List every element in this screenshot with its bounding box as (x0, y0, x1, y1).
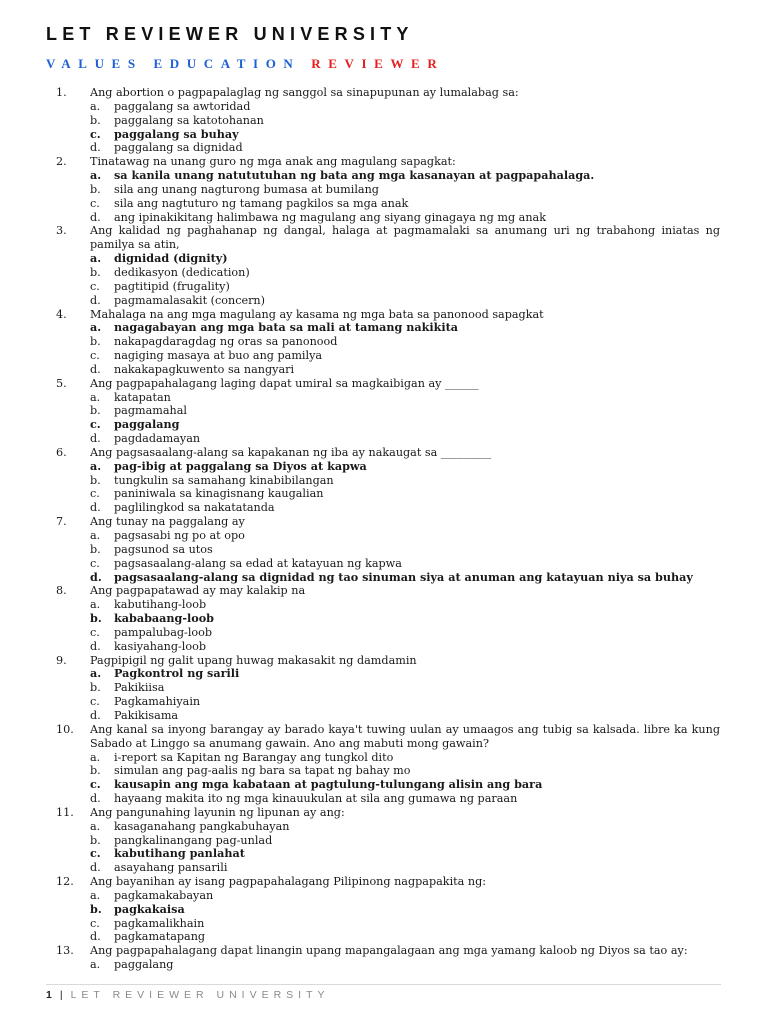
question-line (56, 86, 720, 100)
answer-choice (56, 197, 720, 211)
question-text: Ang abortion o pagpapalaglag ng sanggol sa sinapupunan ay lumalabag sa: (90, 86, 519, 99)
answer-choice (56, 280, 720, 294)
answer-choice-correct (56, 460, 720, 474)
question-text: Ang pagpapahalagang laging dapat umiral sa magkaibigan ay ______ (90, 376, 479, 390)
question-line (56, 944, 720, 958)
question-text: Mahalaga na ang mga magulang ay kasama ng mga bata sa panonood sapagkat (90, 307, 544, 321)
answer-choice (56, 474, 720, 488)
answer-choice (56, 349, 720, 363)
choice-letter: c. (90, 695, 100, 709)
question-text: Ang kanal sa inyong barangay ay barado kaya't tuwing uulan ay umaagos ang tubig sa kalsada. libre ka kung Sabado at Linggo sa anumang gawain. Ano ang mabuti mong gawain? (90, 722, 720, 750)
choice-letter: a. (90, 958, 101, 972)
question-item (56, 446, 720, 515)
choice-text: pagmamalasakit (concern) (114, 293, 265, 307)
choice-list (56, 958, 720, 972)
choice-text: sa kanila unang natututuhan ng bata ang mga kasanayan at pagpapahalaga. (114, 168, 595, 183)
choice-letter: c. (90, 196, 100, 210)
question-item (56, 584, 720, 653)
answer-choice (56, 861, 720, 875)
choice-letter: d. (90, 930, 101, 944)
choice-list (56, 169, 720, 224)
answer-choice (56, 432, 720, 446)
question-number: 3. (56, 224, 67, 238)
choice-letter: a. (90, 750, 101, 764)
answer-choice-correct (56, 571, 720, 585)
choice-letter: d. (90, 861, 101, 875)
answer-choice (56, 917, 720, 931)
question-line (56, 723, 720, 751)
answer-choice (56, 294, 720, 308)
choice-letter: c. (90, 279, 100, 293)
choice-text: pagkamalikhain (114, 916, 205, 930)
choice-text: nakakapagkuwento sa nangyari (114, 362, 295, 376)
question-item (56, 944, 720, 972)
answer-choice (56, 141, 720, 155)
choice-letter: a. (90, 598, 101, 612)
choice-letter: d. (90, 569, 102, 584)
choice-text: Pakikisama (114, 708, 179, 722)
answer-choice (56, 834, 720, 848)
choice-letter: d. (90, 293, 101, 307)
choice-text: paglilingkod sa nakatatanda (114, 501, 275, 515)
choice-text: paggalang sa dignidad (114, 141, 243, 155)
choice-letter: c. (90, 417, 101, 432)
answer-choice-correct (56, 903, 720, 917)
question-line (56, 155, 720, 169)
answer-choice (56, 792, 720, 806)
answer-choice (56, 751, 720, 765)
question-text: Ang pangunahing layunin ng lipunan ay ang: (90, 805, 345, 819)
answer-choice (56, 709, 720, 723)
question-number: 4. (56, 307, 67, 321)
choice-letter: d. (90, 792, 101, 806)
answer-choice (56, 640, 720, 654)
choice-letter: c. (90, 846, 101, 861)
question-list (56, 86, 720, 972)
choice-text: paniniwala sa kinagisnang kaugalian (114, 487, 324, 501)
answer-choice-correct (56, 252, 720, 266)
choice-letter: a. (90, 458, 102, 473)
choice-text: kasiyahang-loob (114, 639, 206, 653)
choice-letter: d. (90, 639, 101, 653)
footer-divider (46, 984, 721, 985)
choice-text: sila ang nagtuturo ng tamang pagkilos sa mga anak (114, 196, 409, 210)
choice-text: pagkamatapang (114, 930, 206, 944)
question-item (56, 224, 720, 307)
choice-letter: b. (90, 901, 102, 916)
choice-text: nakapagdaragdag ng oras sa panonood (114, 335, 338, 349)
choice-text: pagtitipid (frugality) (114, 279, 230, 293)
choice-letter: a. (90, 251, 102, 266)
answer-choice (56, 889, 720, 903)
question-item (56, 86, 720, 155)
choice-letter: a. (90, 168, 102, 183)
choice-letter: b. (90, 833, 101, 847)
answer-choice (56, 681, 720, 695)
choice-letter: b. (90, 611, 102, 626)
choice-letter: d. (90, 210, 101, 224)
footer-text: LET REVIEWER UNIVERSITY (70, 989, 330, 1001)
question-line (56, 308, 720, 322)
question-number: 10. (56, 722, 74, 736)
answer-choice (56, 543, 720, 557)
answer-choice (56, 695, 720, 709)
answer-choice (56, 266, 720, 280)
question-item (56, 308, 720, 377)
choice-letter: d. (90, 708, 101, 722)
choice-text: pagsunod sa utos (114, 542, 213, 556)
question-number: 8. (56, 584, 67, 598)
choice-letter: b. (90, 335, 101, 349)
document-title: LET REVIEWER UNIVERSITY (46, 24, 414, 44)
choice-letter: c. (90, 487, 100, 501)
choice-text: ang ipinakikitang halimbawa ng magulang ang siyang ginagaya ng mg anak (114, 210, 546, 224)
question-text: Pagpipigil ng galit upang huwag makasakit ng damdamin (90, 653, 417, 667)
question-text: Tinatawag na unang guro ng mga anak ang magulang sapagkat: (90, 155, 456, 169)
question-number: 7. (56, 515, 67, 529)
choice-text: kausapin ang mga kabataan at pagtulung-tulungang alisin ang bara (114, 777, 543, 792)
answer-choice-correct (56, 778, 720, 792)
choice-text: nagagabayan ang mga bata sa mali at tamang nakikita (114, 320, 459, 335)
choice-text: paggalang sa katotohanan (114, 113, 264, 127)
choice-text: pangkalinangang pag-unlad (114, 833, 273, 847)
choice-letter: a. (90, 320, 102, 335)
question-number: 13. (56, 944, 74, 958)
answer-choice (56, 404, 720, 418)
choice-letter: b. (90, 182, 101, 196)
choice-text: kababaang-loob (114, 611, 214, 626)
choice-letter: a. (90, 529, 101, 542)
choice-text: nagiging masaya at buo ang pamilya (114, 349, 323, 363)
choice-letter: b. (90, 404, 101, 418)
choice-text: Pagkamahiyain (114, 695, 201, 709)
answer-choice (56, 557, 720, 571)
question-item (56, 377, 720, 446)
choice-text: Pakikiisa (114, 681, 165, 695)
question-number: 5. (56, 376, 67, 390)
choice-letter: a. (90, 819, 101, 833)
answer-choice-correct (56, 321, 720, 335)
choice-list (56, 598, 720, 653)
question-text: Ang bayanihan ay isang pagpapahalagang Pilipinong nagpapakita ng: (90, 875, 487, 889)
choice-letter: d. (90, 362, 101, 376)
choice-text: pagkamakabayan (114, 888, 214, 902)
choice-letter: d. (90, 501, 101, 515)
answer-choice (56, 501, 720, 515)
question-line (56, 377, 720, 391)
choice-text: pampalubag-loob (114, 625, 213, 639)
question-line (56, 875, 720, 889)
question-line (56, 654, 720, 668)
answer-choice (56, 820, 720, 834)
subtitle-reviewer: REVIEWER (311, 56, 445, 71)
answer-choice-correct (56, 667, 720, 681)
answer-choice (56, 114, 720, 128)
answer-choice-correct (56, 612, 720, 626)
answer-choice (56, 335, 720, 349)
question-item (56, 654, 720, 723)
answer-choice-correct (56, 128, 720, 142)
question-line (56, 584, 720, 598)
question-text: Ang pagpapatawad ay may kalakip na (90, 584, 306, 598)
question-text: Ang pagpapahalagang dapat linangin upang mapangalagaan ang mga yamang kaloob ng Diyos sa tao ay: (90, 944, 688, 958)
choice-letter: b. (90, 764, 101, 778)
choice-text: pagkakaisa (114, 901, 185, 916)
choice-text: pag-ibig at paggalang sa Diyos at kapwa (114, 458, 367, 473)
choice-text: pagsasaalang-alang sa edad at katayuan ng kapwa (114, 556, 402, 570)
choice-letter: a. (90, 390, 101, 404)
choice-list (56, 391, 720, 446)
choice-letter: c. (90, 916, 100, 930)
question-number: 2. (56, 155, 67, 169)
choice-text: paggalang sa buhay (114, 126, 239, 141)
question-line (56, 446, 720, 460)
answer-choice (56, 487, 720, 501)
choice-list (56, 321, 720, 376)
choice-letter: c. (90, 625, 100, 639)
choice-text: simulan ang pag-aalis ng bara sa tapat ng bahay mo (114, 764, 411, 778)
answer-choice (56, 391, 720, 405)
answer-choice (56, 363, 720, 377)
choice-letter: b. (90, 473, 101, 487)
answer-choice-correct (56, 418, 720, 432)
choice-text: katapatan (114, 390, 171, 404)
answer-choice (56, 183, 720, 197)
choice-text: pagsasaalang-alang sa dignidad ng tao sinuman siya at anuman ang katayuan niya sa buhay (114, 569, 693, 584)
question-line (56, 515, 720, 529)
question-number: 11. (56, 805, 74, 819)
choice-text: paggalang sa awtoridad (114, 99, 251, 113)
choice-letter: c. (90, 126, 101, 141)
choice-list (56, 100, 720, 155)
choice-letter: a. (90, 99, 101, 113)
question-item (56, 806, 720, 875)
question-text: Ang kalidad ng paghahanap ng dangal, halaga at pagmamalaki sa anumang uri ng trabahong iniatas ng pamilya sa atin, (90, 224, 720, 252)
choice-text: sila ang unang nagturong bumasa at bumilang (114, 182, 379, 196)
answer-choice (56, 529, 720, 543)
answer-choice-correct (56, 169, 720, 183)
choice-letter: b. (90, 542, 101, 556)
question-text: Ang pagsasaalang-alang sa kapakanan ng iba ay nakaugat sa _________ (90, 445, 492, 459)
choice-letter: c. (90, 777, 101, 792)
choice-text: pagdadamayan (114, 432, 201, 446)
question-number: 9. (56, 653, 67, 667)
choice-letter: c. (90, 349, 100, 363)
choice-text: i-report sa Kapitan ng Barangay ang tungkol dito (114, 750, 394, 764)
choice-letter: b. (90, 265, 101, 279)
subtitle-values-education: VALUES EDUCATION (46, 56, 301, 71)
answer-choice (56, 598, 720, 612)
choice-list (56, 820, 720, 875)
choice-text: pagsasabi ng po at opo (114, 529, 245, 542)
choice-text: Pagkontrol ng sarili (114, 666, 240, 681)
answer-choice (56, 930, 720, 944)
choice-text: hayaang makita ito ng mga kinauukulan at sila ang gumawa ng paraan (114, 792, 518, 806)
choice-list (56, 252, 720, 307)
choice-text: dedikasyon (dedication) (114, 265, 250, 279)
choice-letter: b. (90, 681, 101, 695)
choice-text: asayahang pansarili (114, 861, 228, 875)
choice-text: paggalang (114, 958, 174, 972)
choice-text: kabutihang panlahat (114, 846, 245, 861)
choice-text: kasaganahang pangkabuhayan (114, 819, 290, 833)
answer-choice (56, 626, 720, 640)
answer-choice (56, 958, 720, 972)
choice-letter: d. (90, 141, 101, 155)
choice-letter: a. (90, 666, 102, 681)
choice-letter: a. (90, 888, 101, 902)
answer-choice (56, 100, 720, 114)
choice-text: paggalang (114, 417, 180, 432)
question-line (56, 224, 720, 252)
answer-choice (56, 764, 720, 778)
page-footer (46, 989, 330, 1001)
question-number: 12. (56, 875, 74, 889)
choice-list (56, 460, 720, 515)
choice-list (56, 667, 720, 722)
choice-list (56, 751, 720, 806)
question-item (56, 723, 720, 806)
choice-text: tungkulin sa samahang kinabibilangan (114, 473, 334, 487)
question-number: 1. (56, 86, 67, 99)
question-number: 6. (56, 445, 67, 459)
answer-choice (56, 211, 720, 225)
choice-letter: c. (90, 556, 100, 570)
choice-text: pagmamahal (114, 404, 188, 418)
choice-list (56, 529, 720, 584)
page-number: 1 (46, 989, 52, 1001)
choice-text: dignidad (dignity) (114, 251, 228, 266)
choice-list (56, 889, 720, 944)
question-line (56, 806, 720, 820)
question-text: Ang tunay na paggalang ay (90, 515, 245, 529)
footer-separator: | (59, 989, 63, 1001)
question-item (56, 515, 720, 584)
answer-choice-correct (56, 847, 720, 861)
choice-letter: b. (90, 113, 101, 127)
choice-text: kabutihang-loob (114, 598, 207, 612)
question-item (56, 875, 720, 944)
question-item (56, 155, 720, 224)
document-subtitle (46, 56, 444, 72)
choice-letter: d. (90, 432, 101, 446)
